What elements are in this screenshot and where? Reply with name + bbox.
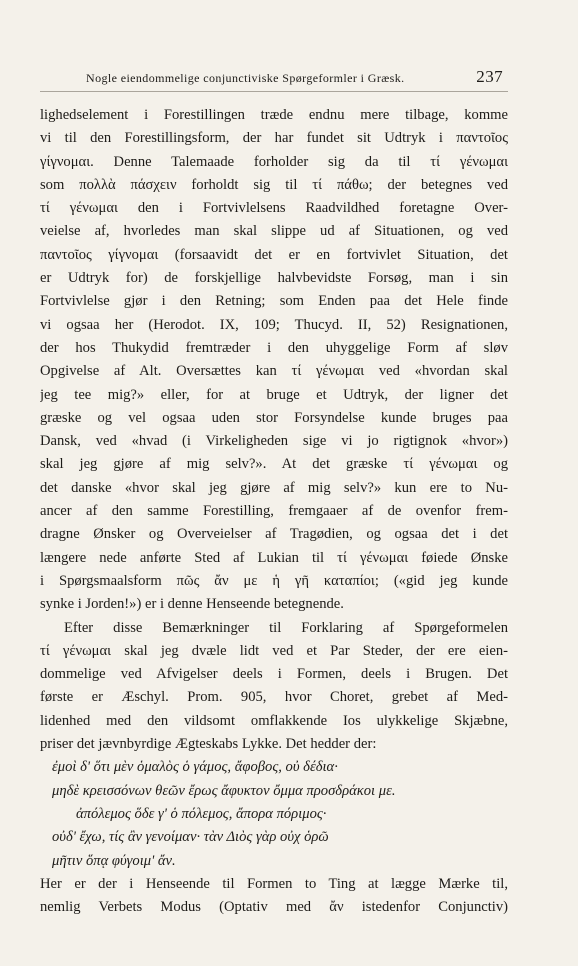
body-text: [40, 104, 508, 919]
text-line: Opgivelse af Alt. Oversættes kan τί γένωμαι ved «hvordan skal: [40, 363, 508, 380]
text-line: Her er der i Henseende til Formen to Ting at lægge Mærke til,: [40, 875, 508, 892]
text-line: lidenhed med den vildsomt omflakkende Ios ulykkelige Skjæbne,: [40, 712, 508, 729]
text-line: Fortvivlelse gjør i den Retning; som Enden paa det Hele finde: [40, 293, 508, 310]
verse-line: οὐδ' ἔχω, τίς ἂν γενοίμαν· τὰν Διὸς γὰρ οὐχ ὁρῶ: [52, 829, 329, 846]
page-number: 237: [476, 67, 503, 86]
text-line: vi ogsaa her (Herodot. IX, 109; Thucyd. II, 52) Resignationen,: [40, 316, 508, 333]
text-line: er Udtryk for) de forskjellige halvbevidste Forsøg, man i sin: [40, 270, 508, 287]
text-line: lighedselement i Forestillingen træde endnu mere tilbage, komme: [40, 107, 508, 123]
text-line: priser det jævnbyrdige Ægteskabs Lykke. Det hedder der:: [40, 736, 377, 753]
text-line: første er Æschyl. Prom. 905, hvor Choret, grebet af Med-: [40, 689, 508, 706]
text-line: græske og vel ogsaa uden stor Forsyndelse kunde bruges paa: [40, 409, 508, 426]
verse-line: ἀπόλεμος ὅδε γ' ὁ πόλεμος, ἄπορα πόριμος·: [76, 805, 327, 822]
text-line: i Spørgsmaalsform πῶς ἄν με ἡ γῆ καταπίοι; («gid jeg kunde: [40, 572, 508, 589]
verse-line: μῆτιν ὅπᾳ φύγοιμ' ἄν.: [52, 852, 176, 869]
text-line: τί γένωμαι skal jeg dvæle lidt ved et Par Steder, der ere eien-: [40, 642, 508, 659]
text-line: dommelige ved Afvigelser deels i Formen, deels i Brugen. Det: [40, 666, 508, 683]
text-line: Efter disse Bemærkninger til Forklaring af Spørgeformelen: [64, 619, 508, 636]
running-header: [86, 64, 503, 86]
text-line: παντοῖος γίγνομαι (forsaavidt det er en fortvivlet Situation, det: [40, 246, 508, 263]
text-line: jeg tee mig?» eller, for at bruge et Udtryk, der ligner det: [40, 386, 508, 403]
text-line: nemlig Verbets Modus (Optativ med ἄν istedenfor Conjunctiv): [40, 899, 508, 916]
verse-line: ἐμοὶ δ' ὅτι μὲν ὁμαλὸς ὁ γάμος, ἄφοβος, οὐ δέδια·: [52, 759, 338, 776]
verse-line: μηδὲ κρεισσόνων θεῶν ἔρως ἄφυκτον ὄμμα προσδράκοι με.: [52, 782, 396, 799]
text-line: synke i Jorden!») er i denne Henseende betegnende.: [40, 596, 344, 613]
text-line: skal jeg gjøre af mig selv?». At det græske τί γένωμαι og: [40, 456, 508, 473]
text-line: ancer af den samme Forestilling, fremgaaer af de ovenfor frem-: [40, 503, 508, 520]
text-line: som πολλὰ πάσχειν forholdt sig til τί πάθω; der betegnes ved: [40, 176, 508, 193]
text-line: veielse af, hvorledes man skal slippe ud af Situationen, og ved: [40, 223, 508, 240]
text-line: der hos Thukydid fremtræder i den uhyggelige Form af sløv: [40, 339, 508, 356]
text-line: Dansk, ved «hvad (i Virkeligheden sige vi jo rigtignok «hvor»): [40, 433, 508, 450]
header-rule: [40, 91, 508, 92]
text-line: vi til den Forestillingsform, der har fundet sit Udtryk i παντοῖος: [40, 130, 508, 147]
running-title: Nogle eiendommelige conjunctiviske Spørgeformler i Græsk.: [86, 71, 405, 85]
text-line: længere nede anførte Sted af Lukian til τί γένωμαι føiede Ønske: [40, 549, 508, 566]
text-line: τί γένωμαι den i Fortvivlelsens Raadvildhed foretagne Over-: [40, 200, 508, 217]
text-line: det danske «hvor skal jeg gjøre af mig selv?» kun ere to Nu-: [40, 479, 508, 496]
text-line: γίγνομαι. Denne Talemaade forholder sig da til τί γένωμαι: [40, 153, 508, 170]
text-line: dragne Ønsker og Overveielser af Tragødien, og ogsaa det i det: [40, 526, 508, 543]
